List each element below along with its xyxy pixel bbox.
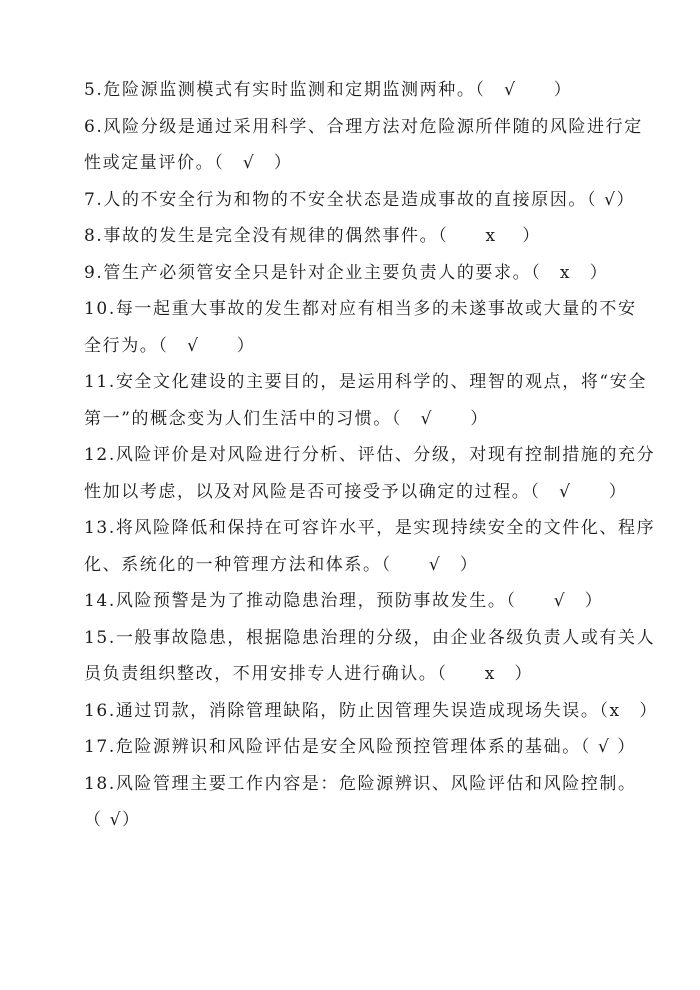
question-line: 员负责组织整改，不用安排专人进行确认。（ x ） xyxy=(84,664,534,684)
question-line: 15.一般事故隐患，根据隐患治理的分级，由企业各级负责人或有关人 xyxy=(84,627,656,648)
question-line: 7.人的不安全行为和物的不安全状态是造成事故的直接原因。（ √） xyxy=(84,189,636,210)
question-8 xyxy=(84,218,624,255)
question-17 xyxy=(84,729,636,766)
question-11 xyxy=(84,364,647,437)
question-12 xyxy=(84,437,656,510)
question-line: 9.管生产必须管安全只是针对企业主要负责人的要求。（ x ） xyxy=(84,262,609,283)
question-18 xyxy=(84,766,637,839)
question-line: 全行为。（ √ ） xyxy=(84,335,256,356)
question-15 xyxy=(84,620,656,693)
question-16 xyxy=(84,693,658,730)
question-line: 5.危险源监测模式有实时监测和定期监测两种。（ √ ） xyxy=(84,80,573,100)
question-line: 17.危险源辨识和风险评估是安全风险预控管理体系的基础。（ √ ） xyxy=(84,737,636,757)
question-line: 化、系统化的一种管理方法和体系。（ √ ） xyxy=(84,554,479,575)
question-13 xyxy=(84,510,656,583)
question-9 xyxy=(84,255,624,292)
question-line: 16.通过罚款，消除管理缺陷，防止因管理失误造成现场失误。（x ） xyxy=(84,700,658,721)
question-14 xyxy=(84,583,624,620)
question-line: 第一”的概念变为人们生活中的习惯。（ √ ） xyxy=(84,408,489,429)
question-line: 14.风险预警是为了推动隐患治理，预防事故发生。（ √ ） xyxy=(84,591,604,611)
question-5 xyxy=(84,72,624,109)
question-6 xyxy=(84,109,643,182)
question-line: （ √） xyxy=(84,810,141,830)
true-false-question-list xyxy=(84,72,658,839)
question-line: 18.风险管理主要工作内容是：危险源辨识、风险评估和风险控制。 xyxy=(84,773,637,794)
question-line: 13.将风险降低和保持在可容许水平，是实现持续安全的文件化、程序 xyxy=(84,518,656,538)
question-line: 性加以考虑，以及对风险是否可接受予以确定的过程。（ √ ） xyxy=(84,481,628,502)
question-line: 11.安全文化建设的主要目的，是运用科学的、理智的观点，将“安全 xyxy=(84,372,647,392)
question-7 xyxy=(84,182,636,219)
question-line: 性或定量评价。（ √ ） xyxy=(84,153,293,173)
question-line: 10.每一起重大事故的发生都对应有相当多的未遂事故或大量的不安 xyxy=(84,299,637,319)
question-10 xyxy=(84,291,637,364)
question-line: 12.风险评价是对风险进行分析、评估、分级，对现有控制措施的充分 xyxy=(84,445,656,465)
question-line: 8.事故的发生是完全没有规律的偶然事件。（ x ） xyxy=(84,226,541,246)
question-line: 6.风险分级是通过采用科学、合理方法对危险源所伴随的风险进行定 xyxy=(84,116,643,137)
